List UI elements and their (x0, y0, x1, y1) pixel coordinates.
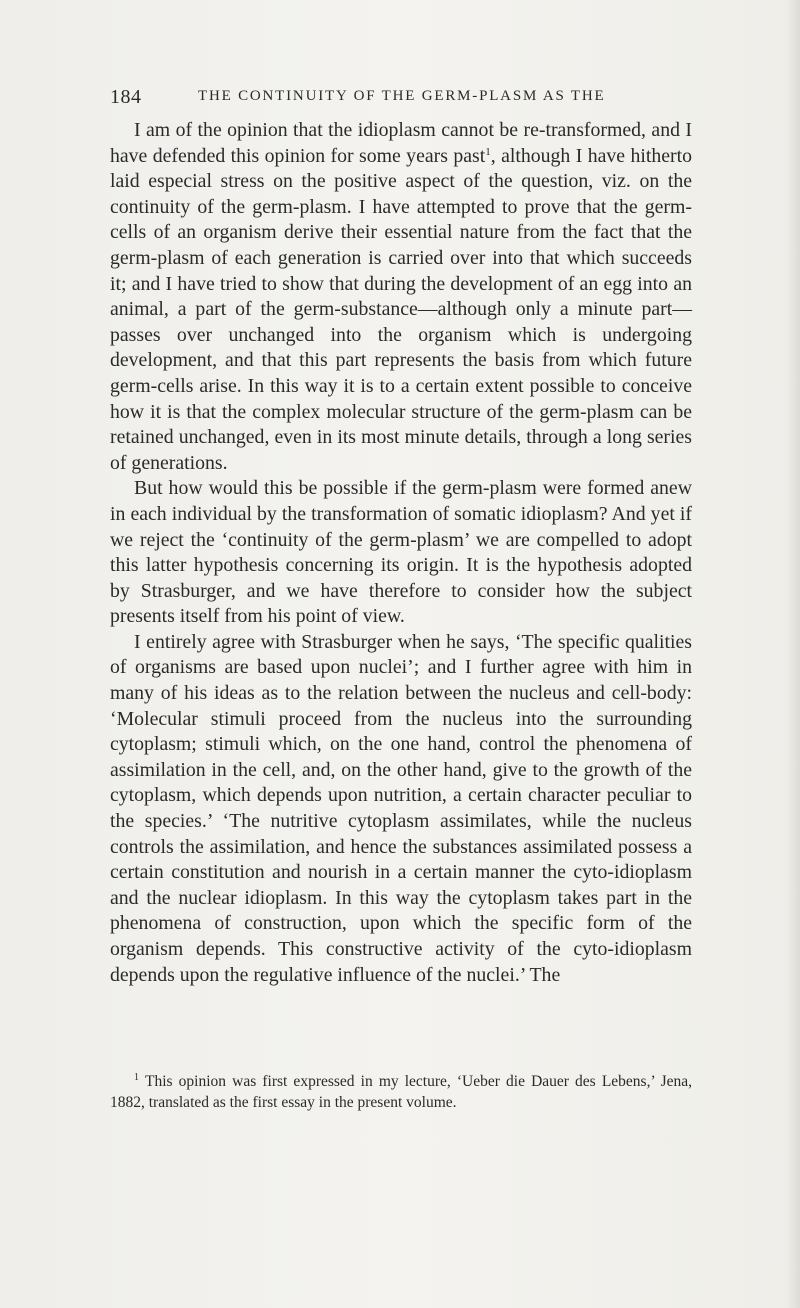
footnotes (110, 1071, 692, 1113)
running-head-title: THE CONTINUITY OF THE GERM-PLASM AS THE (198, 88, 606, 104)
footnote-mark: 1 (134, 1072, 139, 1083)
paragraph-text: I am of the opinion that the idioplasm cannot be re-transformed, and I have defended this opinion for some years past (110, 119, 692, 167)
footnote (110, 1071, 692, 1113)
paragraph: But how would this be possible if the germ-plasm were formed anew in each individual by the transformation of somatic idioplasm? And yet if we reject the ‘continuity of the germ-plasm’ we are compelled to adopt this latter hypothesis concerning its origin. It is the hypothesis adopted by Strasburger, and we have therefore to consider how the subject presents itself from his point of view. (110, 477, 692, 628)
page-number: 184 (110, 86, 142, 108)
paragraph (110, 118, 692, 476)
footnote-reference: 1 (485, 145, 491, 158)
paragraph-text-continued: , although I have hitherto laid especial stress on the positive aspect of the question, viz. on the continuity of the germ-plasm. I have attempted to prove that the germ-cells of an organism derive their essential nature from the fact that the germ-plasm of each generation is carried over into that which succeeds it; and I have tried to show that during the development of an egg into an animal, a part of the germ-substance—although only a minute part—passes over unchanged into the organism which is undergoing development, and that this part represents the basis from which future germ-cells arise. In this way it is to a certain extent possible to conceive how it is that the complex molecular structure of the germ-plasm can be retained unchanged, even in its most minute details, through a long series of generations. (110, 144, 692, 474)
footnote-text: This opinion was first expressed in my lecture, ‘Ueber die Dauer des Lebens,’ Jena, 1882, translated as the first essay in the present volume. (110, 1073, 692, 1111)
page-edge-shadow (786, 0, 800, 1308)
running-head (110, 86, 690, 116)
paragraph: I entirely agree with Strasburger when he says, ‘The specific qualities of organisms are based upon nuclei’; and I further agree with him in many of his ideas as to the relation between the nucleus and cell-body: ‘Molecular stimuli proceed from the nucleus into the surrounding cytoplasm; stimuli which, on the one hand, control the phenomena of assimilation in the cell, and, on the other hand, give to the growth of the cytoplasm, which depends upon nutrition, a certain character peculiar to the species.’ ‘The nutritive cytoplasm assimilates, while the nucleus controls the assimilation, and hence the substances assimilated possess a certain constitution and nourish in a certain manner the cyto-idioplasm and the nuclear idioplasm. In this way the cytoplasm takes part in the phenomena of construction, upon which the specific form of the organism depends. This constructive activity of the cyto-idioplasm depends upon the regulative influence of the nuclei.’ The (110, 630, 692, 986)
body-text (110, 118, 692, 988)
